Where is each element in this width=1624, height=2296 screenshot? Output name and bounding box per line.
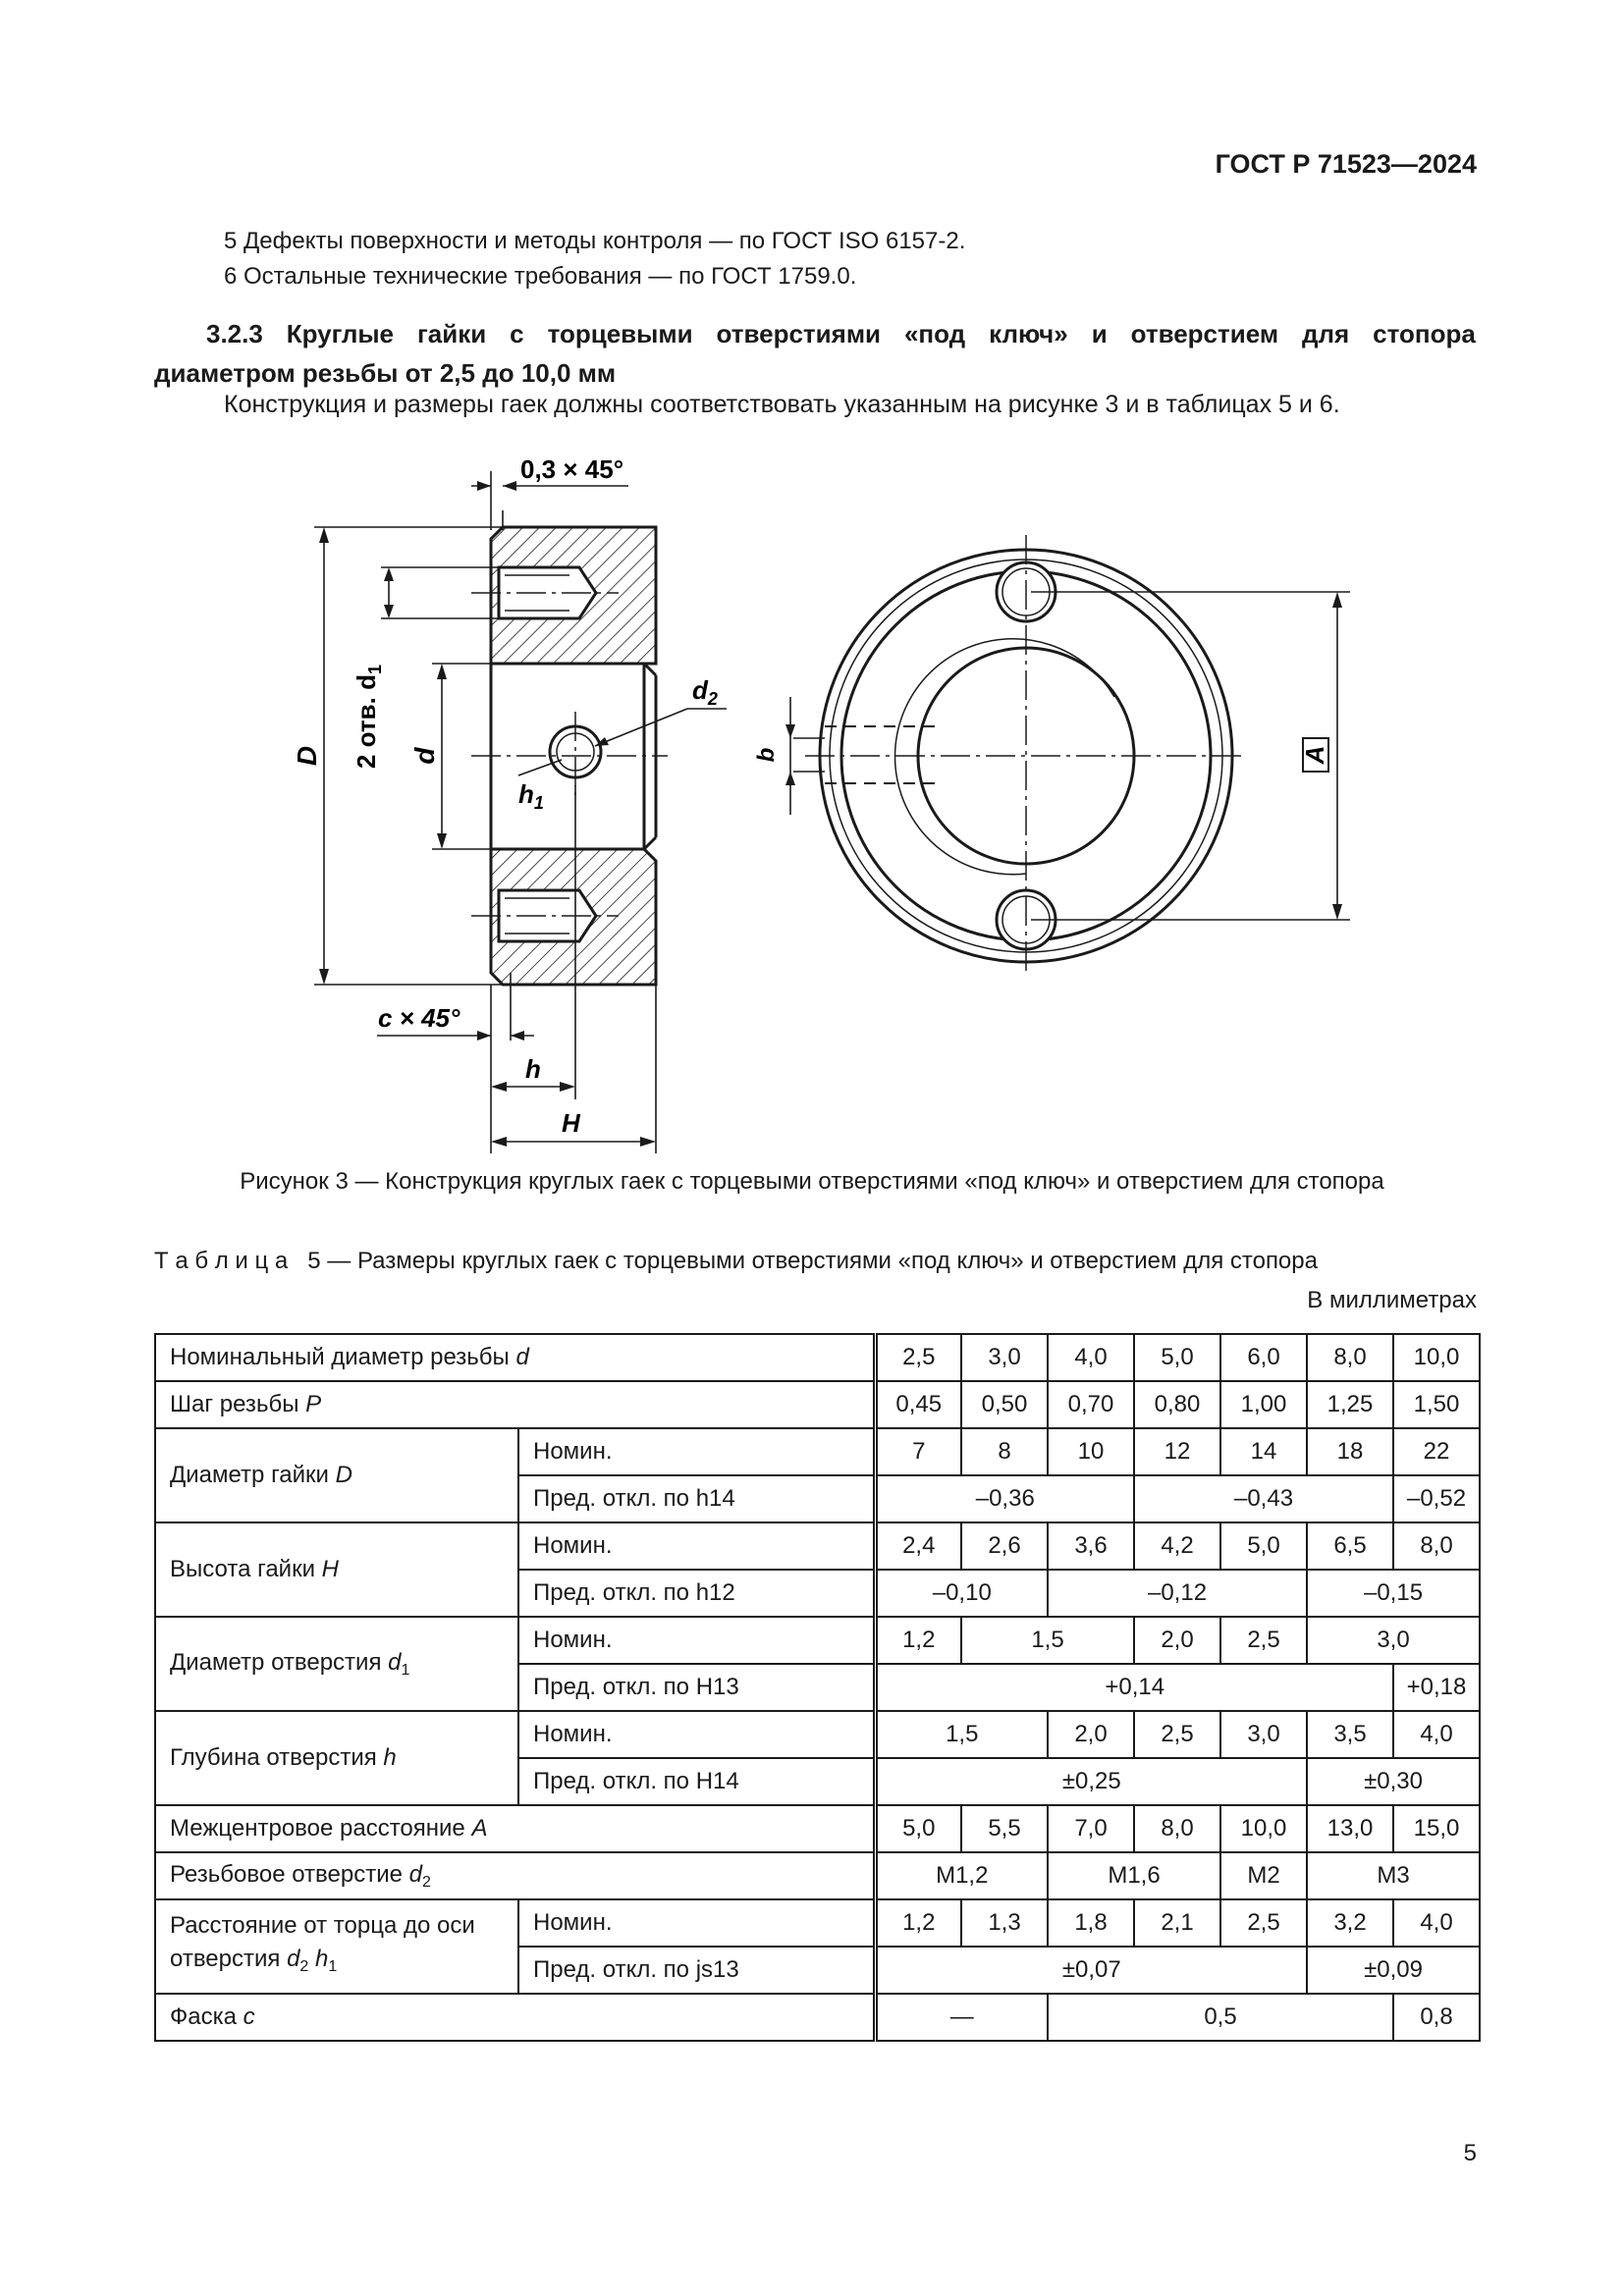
table-cell: 13,0 [1307,1805,1393,1852]
label-d: d [409,747,440,765]
table-cell: 3,5 [1307,1711,1393,1758]
table-cell: 8,0 [1134,1805,1220,1852]
table-row [155,1381,1480,1428]
table-cell: 4,0 [1048,1334,1134,1381]
row-label: Высота гайки H [155,1522,518,1617]
table-caption: Т а б л и ц а 5 — Размеры круглых гаек с торцевыми отверстиями «под ключ» и отверстием для стопора [154,1248,1318,1274]
table-cell: 4,0 [1393,1711,1480,1758]
table-cell: 4,2 [1134,1522,1220,1570]
table-cell: 10 [1048,1428,1134,1475]
table-cell: 15,0 [1393,1805,1480,1852]
row-label: Фаска c [155,1994,875,2041]
note-5: 5 Дефекты поверхности и методы контроля — по ГОСТ ISO 6157-2. [224,228,966,254]
table-cell: 0,45 [875,1381,961,1428]
row-label: Номинальный диаметр резьбы d [155,1334,875,1381]
table-cell: Пред. откл. по H13 [518,1664,875,1711]
figure-caption: Рисунок 3 — Конструкция круглых гаек с торцевыми отверстиями «под ключ» и отверстием для стопора [240,1168,1384,1195]
table-cell: –0,15 [1307,1570,1480,1617]
table-cell: M1,6 [1048,1852,1220,1899]
table-cell: 5,5 [961,1805,1048,1852]
table-cell: 1,50 [1393,1381,1480,1428]
table-cell: 5,0 [1220,1522,1307,1570]
table-cell: Пред. откл. по h12 [518,1570,875,1617]
table-cell: Пред. откл. по h14 [518,1475,875,1522]
table-cell: 5,0 [1134,1334,1220,1381]
table-cell: 2,1 [1134,1899,1220,1947]
table-cell: M1,2 [875,1852,1048,1899]
table-cell: ±0,07 [875,1947,1307,1994]
row-label: Глубина отверстия h [155,1711,518,1805]
table-cell: 2,0 [1134,1617,1220,1664]
table-cell: ±0,09 [1307,1947,1480,1994]
page-number: 5 [1463,2140,1477,2166]
table-row [155,1852,1480,1899]
table-cell: –0,52 [1393,1475,1480,1522]
table-cell: Номин. [518,1617,875,1664]
label-h: h [525,1054,541,1084]
table-row [155,1428,1480,1475]
table-row [155,1617,1480,1664]
document-header: ГОСТ Р 71523—2024 [1215,149,1477,179]
table-cell: 7,0 [1048,1805,1134,1852]
table-cell: Номин. [518,1899,875,1947]
label-d2: $d_2$ [692,675,718,709]
table-cell: Пред. откл. по js13 [518,1947,875,1994]
label-H: H [562,1108,580,1138]
label-A: A [1300,745,1329,765]
table-cell: M2 [1220,1852,1307,1899]
table-cell: 12 [1134,1428,1220,1475]
table-cell: — [875,1994,1048,2041]
section-title-line2: диаметром резьбы от 2,5 до 10,0 мм [154,358,617,388]
table-cell: 14 [1220,1428,1307,1475]
note-6: 6 Остальные технические требования — по ГОСТ 1759.0. [224,263,857,290]
table-cell: –0,12 [1048,1570,1307,1617]
table-cell: 8,0 [1393,1522,1480,1570]
table-cell: 1,5 [961,1617,1134,1664]
table-row [155,1522,1480,1570]
row-label: Расстояние от торца до оси отверстия $d_2$ $h_1$ [155,1899,518,1994]
table-row [155,1899,1480,1947]
table-cell: +0,18 [1393,1664,1480,1711]
table-cell: 1,2 [875,1617,961,1664]
table-cell: 5,0 [875,1805,961,1852]
section-body: Конструкция и размеры гаек должны соответствовать указанным на рисунке 3 и в таблицах 5 и 6. [224,391,1340,418]
table-cell: 18 [1307,1428,1393,1475]
table-cell: Пред. откл. по H14 [518,1758,875,1805]
table-cell: 0,5 [1048,1994,1393,2041]
table-cell: Номин. [518,1428,875,1475]
table-cell: 0,8 [1393,1994,1480,2041]
row-label: Диаметр отверстия $d_1$ [155,1617,518,1711]
table-cell: 0,70 [1048,1381,1134,1428]
table-cell: M3 [1307,1852,1480,1899]
row-label: Шаг резьбы P [155,1381,875,1428]
table-cell: 7 [875,1428,961,1475]
table-cell: 6,0 [1220,1334,1307,1381]
table-cell: 1,8 [1048,1899,1134,1947]
table-cell: 8,0 [1307,1334,1393,1381]
table-cell: +0,14 [875,1664,1393,1711]
table-cell: 1,3 [961,1899,1048,1947]
label-h1: $h_1$ [518,779,544,813]
table-cell: 22 [1393,1428,1480,1475]
row-label: Диаметр гайки D [155,1428,518,1522]
table-cell: 4,0 [1393,1899,1480,1947]
table-cell: 6,5 [1307,1522,1393,1570]
table-cell: 10,0 [1220,1805,1307,1852]
table-cell: –0,10 [875,1570,1048,1617]
row-label: Резьбовое отверстие $d_2$ [155,1852,875,1899]
table-cell: 0,80 [1134,1381,1220,1428]
table-row [155,1994,1480,2041]
table-cell: 1,2 [875,1899,961,1947]
table-cell: 2,5 [1220,1617,1307,1664]
table-cell: 2,6 [961,1522,1048,1570]
table-units: В миллиметрах [1307,1287,1477,1313]
table-cell: Номин. [518,1522,875,1570]
table-cell: 3,0 [1307,1617,1480,1664]
section-title-line1: 3.2.3 Круглые гайки с торцевыми отверстиями «под ключ» и отверстием для стопора [206,319,1476,348]
table-cell: 0,50 [961,1381,1048,1428]
section-title [154,314,1476,393]
table-cell: 1,00 [1220,1381,1307,1428]
table-cell: 8 [961,1428,1048,1475]
dimensions-table [154,1333,1481,2042]
table-cell: 2,5 [875,1334,961,1381]
label-top-chamfer: 0,3 × 45° [520,454,624,484]
table-cell: 1,5 [875,1711,1048,1758]
table-cell: 3,2 [1307,1899,1393,1947]
table-cell: 2,0 [1048,1711,1134,1758]
table-cell: 1,25 [1307,1381,1393,1428]
table-row [155,1805,1480,1852]
label-D: D [292,745,322,767]
table-cell: Номин. [518,1711,875,1758]
nut-section-view [314,471,727,1153]
table-cell: –0,36 [875,1475,1134,1522]
table-cell: ±0,30 [1307,1758,1480,1805]
label-b: b [753,747,780,763]
figure-3-drawing [0,432,1624,1158]
table-cell: 2,5 [1134,1711,1220,1758]
table-row [155,1711,1480,1758]
table-cell: 3,6 [1048,1522,1134,1570]
table-cell: ±0,25 [875,1758,1307,1805]
table-cell: 2,4 [875,1522,961,1570]
table-cell: 3,0 [961,1334,1048,1381]
nut-end-view [785,535,1350,977]
table-cell: –0,43 [1134,1475,1393,1522]
row-label: Межцентровое расстояние A [155,1805,875,1852]
label-holes-d1: 2 отв. $d_1$ [352,665,385,769]
table-cell: 10,0 [1393,1334,1480,1381]
table-row [155,1334,1480,1381]
label-c-chamfer: c × 45° [378,1003,460,1033]
table-cell: 3,0 [1220,1711,1307,1758]
table-cell: 2,5 [1220,1899,1307,1947]
